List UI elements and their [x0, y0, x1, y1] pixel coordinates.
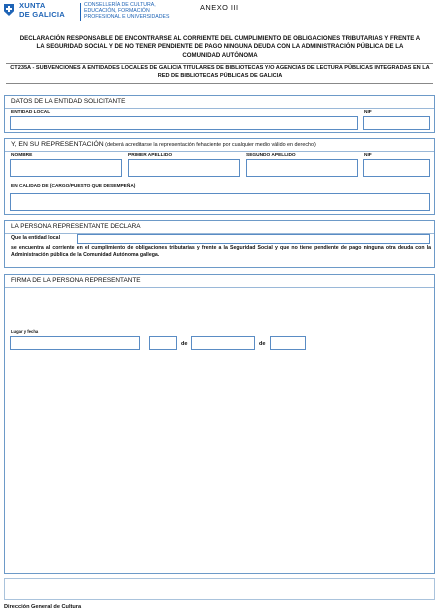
logo-line2: DE GALICIA [19, 9, 65, 19]
dept-line1: CONSELLERÍA DE CULTURA, [84, 2, 156, 8]
section-declaration [4, 220, 435, 268]
annex-label: ANEXO III [200, 3, 239, 12]
document-title: DECLARACIÓN RESPONSABLE DE ENCONTRARSE AL CORRIENTE DEL CUMPLIMIENTO DE OBLIGACIONES TRIBUTARIAS Y FRENTE A LA SEGURIDAD SOCIAL Y DE NO TENER PENDIENTE DE PAGO NINGUNA DEUDA CON LA ADMINISTRACIÓN PÚBLICA DE LA COMUNIDAD AUTÓNOMA [19, 35, 421, 59]
place-date-label: Lugar y fecha [11, 329, 39, 334]
de-separator-2: de [259, 341, 266, 347]
bottom-box [4, 578, 435, 600]
nif-label: NIF [364, 110, 372, 115]
entity-prefix-label: Que la entidad local [11, 235, 61, 241]
declaring-entity-field[interactable] [77, 234, 430, 244]
section-title-underline [5, 151, 434, 152]
section-title: FIRMA DE LA PERSONA REPRESENTANTE [11, 277, 141, 284]
section-title: DATOS DE LA ENTIDAD SOLICITANTE [11, 98, 126, 105]
rep-nif-field[interactable] [363, 159, 430, 177]
position-label: EN CALIDAD DE (CARGO/PUESTO QUE DESEMPEÑA) [11, 184, 136, 189]
section-signature [4, 274, 435, 574]
year-field[interactable] [270, 336, 306, 350]
position-field[interactable] [10, 193, 430, 211]
de-separator-1: de [181, 341, 188, 347]
place-field[interactable] [10, 336, 140, 350]
subtitle-divider [6, 83, 433, 84]
declaration-statement: se encuentra al corriente en el cumplimiento de obligaciones tributarias y frente a la Seguridad Social y que no tiene pendiente de pago ninguna otra deuda con la Administración pública de la Comunidad Autónoma gallega. [11, 245, 431, 259]
document-subtitle: CT235A - SUBVENCIONES A ENTIDADES LOCALES DE GALICIA TITULARES DE BIBLIOTECAS Y/O AGENCIAS DE LECTURA PÚBLICAS INTEGRADAS EN LA RED DE BIBLIOTECAS PÚBLICAS DE GALICIA [10, 65, 430, 79]
dept-line2: EDUCACIÓN, FORMACIÓN [84, 8, 150, 14]
entity-local-field[interactable] [10, 116, 358, 130]
xunta-shield-icon [4, 4, 14, 16]
entity-local-label: ENTIDAD LOCAL [11, 110, 51, 115]
rep-nif-label: NIF [364, 153, 372, 158]
surname2-label: SEGUNDO APELLIDO [246, 153, 296, 158]
surname2-field[interactable] [246, 159, 358, 177]
section-title: LA PERSONA REPRESENTANTE DECLARA [11, 223, 141, 230]
footer-text: Dirección General de Cultura [4, 604, 82, 610]
name-field[interactable] [10, 159, 122, 177]
representative-title: Y, EN SU REPRESENTACIÓN [11, 141, 104, 148]
surname1-field[interactable] [128, 159, 240, 177]
day-field[interactable] [149, 336, 177, 350]
xunta-logo [19, 2, 79, 19]
section-title-underline [5, 287, 434, 288]
section-representative [4, 138, 435, 215]
section-title [11, 141, 316, 149]
name-label: NOMBRE [11, 153, 33, 158]
surname1-label: PRIMER APELLIDO [128, 153, 173, 158]
representative-note: (deberá acreditarse la representación fehaciente por cualquier medio válido en derecho) [103, 142, 316, 148]
month-field[interactable] [191, 336, 255, 350]
dept-line3: PROFESIONAL E UNIVERSIDADES [84, 14, 170, 20]
logo-divider [80, 3, 81, 21]
department-name [84, 2, 194, 20]
logo-line1: XUNTA [19, 1, 46, 10]
section-title-underline [5, 108, 434, 109]
entity-nif-field[interactable] [363, 116, 430, 130]
section-applicant-entity [4, 95, 435, 133]
